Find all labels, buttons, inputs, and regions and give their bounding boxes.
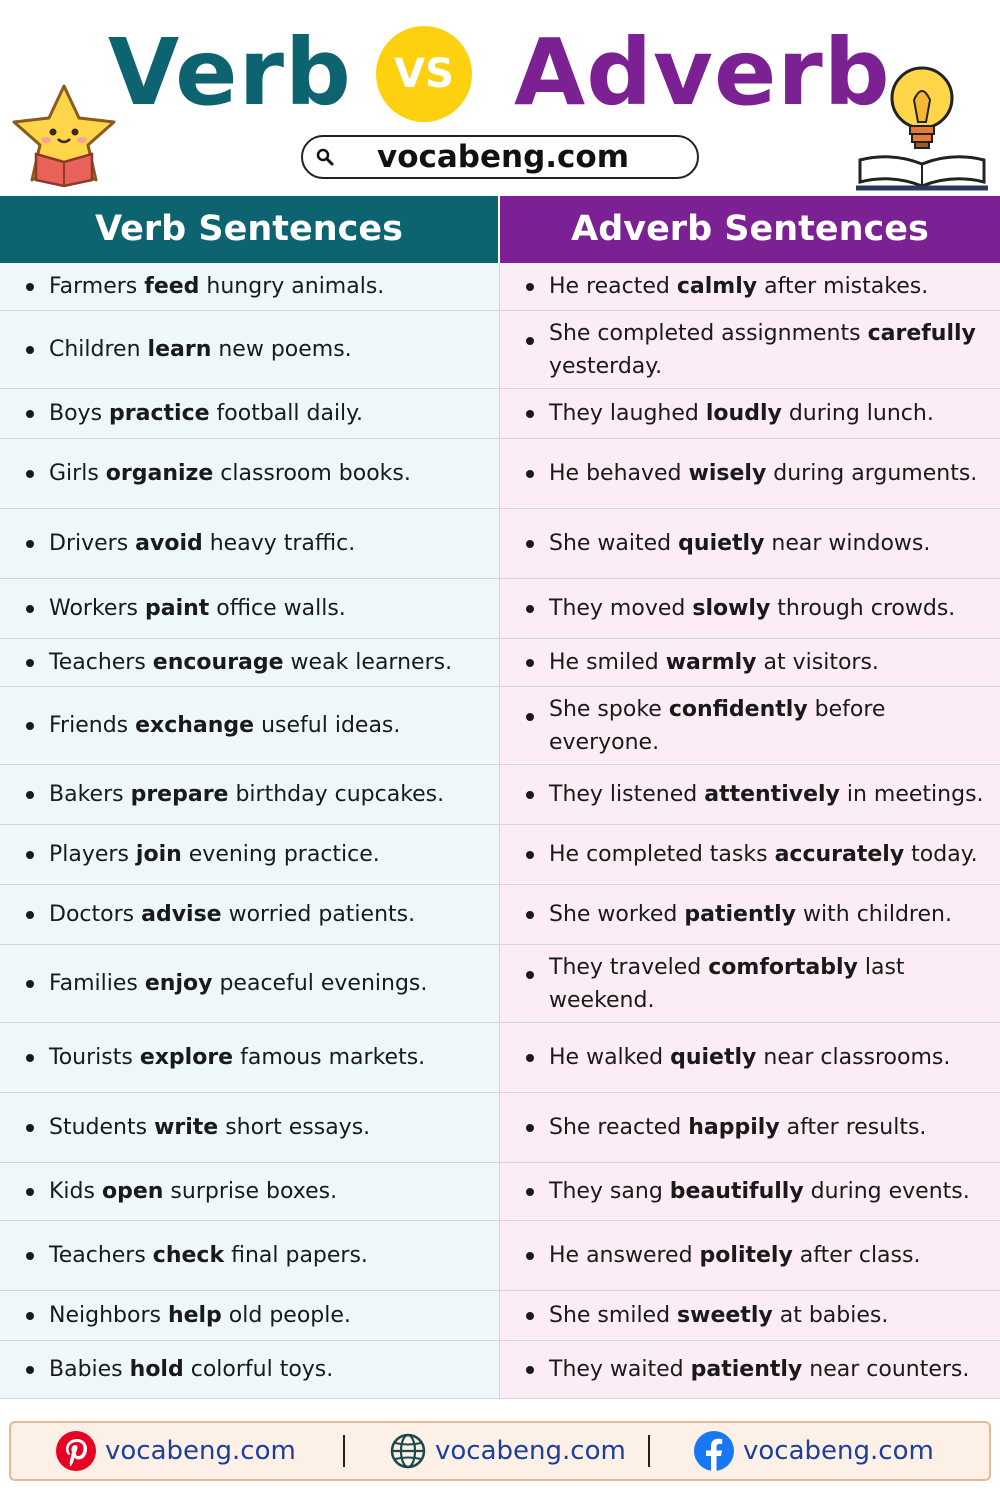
highlighted-adverb: warmly — [665, 650, 757, 675]
sentence-part: Kids — [49, 1179, 102, 1204]
vs-badge — [376, 26, 472, 122]
bullet-dot — [526, 851, 534, 859]
verb-sentence-cell — [0, 825, 500, 884]
table-row — [0, 439, 1000, 509]
footer-separator — [648, 1435, 650, 1467]
bullet-dot — [26, 911, 34, 919]
sentence-part: during arguments. — [766, 461, 978, 486]
verb-sentence-cell — [0, 311, 500, 388]
footer-pinterest-text: vocabeng.com — [105, 1436, 296, 1466]
sentence-part: Players — [49, 842, 136, 867]
bullet-dot — [526, 410, 534, 418]
highlighted-verb: practice — [109, 401, 210, 426]
highlighted-verb: organize — [105, 461, 214, 486]
bullet-dot — [526, 911, 534, 919]
footer-separator — [343, 1435, 345, 1467]
verb-sentence-cell — [0, 765, 500, 824]
sentence-part: Bakers — [49, 782, 131, 807]
verb-sentence-text — [49, 397, 363, 430]
sentence-part: new poems. — [211, 337, 352, 362]
highlighted-adverb: happily — [688, 1115, 780, 1140]
verb-sentence-text — [49, 592, 346, 625]
verb-sentence-text — [49, 1175, 337, 1208]
highlighted-adverb: quietly — [678, 531, 765, 556]
adverb-sentence-text — [549, 951, 992, 1017]
sentence-part: at babies. — [772, 1303, 889, 1328]
sentence-part: office walls. — [209, 596, 346, 621]
verb-sentence-cell — [0, 885, 500, 944]
sentence-part: Drivers — [49, 531, 136, 556]
highlighted-adverb: patiently — [690, 1357, 803, 1382]
sentence-part: She worked — [549, 902, 685, 927]
table-row — [0, 509, 1000, 579]
adverb-sentence-cell — [500, 389, 1000, 438]
adverb-sentence-cell — [500, 311, 1000, 388]
adverb-sentence-cell — [500, 1291, 1000, 1340]
adverb-sentence-text — [549, 1239, 920, 1272]
verb-sentence-cell — [0, 579, 500, 638]
verb-sentence-text — [49, 1041, 425, 1074]
sentence-part: famous markets. — [233, 1045, 426, 1070]
adverb-sentence-text — [549, 898, 952, 931]
verb-sentence-text — [49, 527, 355, 560]
adverb-sentence-text — [549, 693, 992, 759]
adverb-sentence-cell — [500, 1093, 1000, 1162]
sentence-part: Farmers — [49, 274, 145, 299]
verb-sentence-cell — [0, 1093, 500, 1162]
facebook-icon — [693, 1430, 735, 1472]
verb-sentence-text — [49, 1299, 351, 1332]
sentence-part: colorful toys. — [183, 1357, 334, 1382]
adverb-sentence-text — [549, 1353, 969, 1386]
footer-website[interactable] — [389, 1423, 626, 1479]
adverb-sentence-cell — [500, 263, 1000, 310]
highlighted-adverb: wisely — [688, 461, 767, 486]
table-row — [0, 263, 1000, 311]
sentence-part: Girls — [49, 461, 106, 486]
highlighted-verb: help — [167, 1303, 222, 1328]
sentence-part: with children. — [796, 902, 952, 927]
table-body — [0, 263, 1000, 1399]
sentence-part: Teachers — [49, 650, 153, 675]
highlighted-adverb: sweetly — [677, 1303, 773, 1328]
highlighted-verb: write — [154, 1115, 219, 1140]
adverb-sentence-cell — [500, 687, 1000, 764]
sentence-part: at visitors. — [756, 650, 879, 675]
sentence-part: Doctors — [49, 902, 142, 927]
adverb-sentence-cell — [500, 825, 1000, 884]
adverb-sentence-cell — [500, 579, 1000, 638]
adverb-sentence-text — [549, 1299, 888, 1332]
verb-sentence-text — [49, 270, 384, 303]
sentence-part: through crowds. — [770, 596, 956, 621]
adverb-sentence-text — [549, 1111, 926, 1144]
sentence-part: useful ideas. — [254, 713, 401, 738]
bullet-dot — [26, 540, 34, 548]
sentence-part: They listened — [549, 782, 705, 807]
sentence-part: He completed tasks — [549, 842, 775, 867]
footer-pinterest[interactable] — [55, 1423, 296, 1479]
highlighted-adverb: quietly — [670, 1045, 757, 1070]
bullet-dot — [526, 1188, 534, 1196]
sentence-part: She reacted — [549, 1115, 689, 1140]
adverb-sentence-text — [549, 317, 992, 383]
table-row — [0, 1291, 1000, 1341]
verb-sentence-cell — [0, 509, 500, 578]
sentence-part: after mistakes. — [757, 274, 929, 299]
highlighted-verb: paint — [144, 596, 210, 621]
sentence-part: They moved — [549, 596, 693, 621]
sentence-part: near classrooms. — [756, 1045, 951, 1070]
table-row — [0, 1023, 1000, 1093]
bullet-dot — [526, 283, 534, 291]
star-reading-icon — [6, 82, 122, 192]
bullet-dot — [26, 1366, 34, 1374]
highlighted-adverb: slowly — [692, 596, 771, 621]
verb-sentence-text — [49, 898, 415, 931]
adverb-sentence-text — [549, 1175, 970, 1208]
sentence-part: today. — [904, 842, 978, 867]
bullet-dot — [26, 851, 34, 859]
title-adverb: Adverb — [514, 19, 891, 126]
sentence-part: last weekend. — [549, 954, 905, 1013]
verb-sentence-text — [49, 778, 444, 811]
adverb-sentence-text — [549, 527, 930, 560]
bullet-dot — [26, 1188, 34, 1196]
verb-sentence-cell — [0, 1341, 500, 1398]
bullet-dot — [26, 1054, 34, 1062]
footer-facebook-text: vocabeng.com — [743, 1436, 934, 1466]
adverb-sentence-cell — [500, 639, 1000, 686]
highlighted-verb: check — [152, 1243, 225, 1268]
highlighted-verb: advise — [141, 902, 222, 927]
bullet-dot — [26, 791, 34, 799]
bullet-dot — [26, 1124, 34, 1132]
sentence-part: heavy traffic. — [202, 531, 356, 556]
highlighted-adverb: beautifully — [669, 1179, 804, 1204]
table-row — [0, 1093, 1000, 1163]
highlighted-verb: prepare — [130, 782, 229, 807]
verb-sentence-text — [49, 709, 400, 742]
bullet-dot — [26, 722, 34, 730]
table-row — [0, 1221, 1000, 1291]
table-row — [0, 825, 1000, 885]
sentence-part: He smiled — [549, 650, 666, 675]
verb-sentence-text — [49, 1111, 370, 1144]
sentence-part: She waited — [549, 531, 679, 556]
verb-sentence-text — [49, 457, 411, 490]
sentence-part: birthday cupcakes. — [228, 782, 445, 807]
sentence-part: She smiled — [549, 1303, 678, 1328]
verb-sentence-cell — [0, 945, 500, 1022]
bullet-dot — [26, 980, 34, 988]
sentence-part: in meetings. — [839, 782, 984, 807]
sentence-part: Teachers — [49, 1243, 153, 1268]
highlighted-verb: encourage — [152, 650, 284, 675]
sentence-part: They waited — [549, 1357, 691, 1382]
table-header — [0, 196, 1000, 263]
bullet-dot — [26, 470, 34, 478]
sentence-part: They laughed — [549, 401, 706, 426]
adverb-sentence-text — [549, 838, 978, 871]
adverb-sentence-text — [549, 646, 879, 679]
adverb-sentence-text — [549, 397, 934, 430]
sentence-part: He reacted — [549, 274, 677, 299]
highlighted-adverb: attentively — [704, 782, 840, 807]
table-row — [0, 1341, 1000, 1399]
adverb-sentence-cell — [500, 885, 1000, 944]
verb-sentence-cell — [0, 1163, 500, 1220]
highlighted-verb: enjoy — [144, 971, 213, 996]
adverb-sentence-cell — [500, 1221, 1000, 1290]
lightbulb-book-icon — [852, 60, 992, 194]
bullet-dot — [526, 1366, 534, 1374]
sentence-part: short essays. — [218, 1115, 371, 1140]
adverb-sentence-cell — [500, 1023, 1000, 1092]
verb-sentence-cell — [0, 687, 500, 764]
pinterest-icon — [55, 1430, 97, 1472]
footer-website-text: vocabeng.com — [435, 1436, 626, 1466]
sentence-part: She completed assignments — [549, 320, 868, 346]
table-row — [0, 311, 1000, 389]
bullet-dot — [526, 605, 534, 613]
sentence-part: He behaved — [549, 461, 689, 486]
bullet-dot — [26, 283, 34, 291]
bullet-dot — [526, 540, 534, 548]
table-row — [0, 687, 1000, 765]
verb-sentence-cell — [0, 1221, 500, 1290]
adverb-sentence-text — [549, 778, 984, 811]
table-row — [0, 945, 1000, 1023]
bullet-dot — [526, 1252, 534, 1260]
sentence-part: He answered — [549, 1243, 700, 1268]
sentence-part: hungry animals. — [199, 274, 385, 299]
sentence-part: before everyone. — [549, 696, 886, 755]
verb-sentence-text — [49, 967, 427, 1000]
table-row — [0, 639, 1000, 687]
bullet-dot — [26, 346, 34, 354]
verb-sentence-text — [49, 333, 352, 366]
sentence-part: Children — [49, 337, 148, 362]
bullet-dot — [26, 410, 34, 418]
header-adverb-sentences: Adverb Sentences — [500, 196, 1000, 263]
sentence-part: peaceful evenings. — [212, 971, 428, 996]
table-row — [0, 765, 1000, 825]
bullet-dot — [526, 713, 534, 721]
bullet-dot — [526, 1124, 534, 1132]
sentence-part: during lunch. — [781, 401, 934, 426]
sentence-part: Tourists — [49, 1045, 140, 1070]
sentence-part: evening practice. — [181, 842, 380, 867]
search-site-text: vocabeng.com — [376, 139, 630, 175]
bullet-dot — [526, 659, 534, 667]
highlighted-verb: join — [135, 842, 182, 867]
sentence-part: Friends — [49, 713, 136, 738]
highlighted-verb: explore — [139, 1045, 234, 1070]
bullet-dot — [526, 1054, 534, 1062]
highlighted-adverb: loudly — [705, 401, 782, 426]
verb-sentence-cell — [0, 1291, 500, 1340]
sentence-part: classroom books. — [213, 461, 411, 486]
verb-sentence-cell — [0, 389, 500, 438]
sentence-part: final papers. — [224, 1243, 368, 1268]
highlighted-verb: exchange — [135, 713, 255, 738]
sentence-part: during events. — [803, 1179, 970, 1204]
bullet-dot — [26, 659, 34, 667]
verb-sentence-text — [49, 1353, 333, 1386]
adverb-sentence-text — [549, 270, 928, 303]
verb-sentence-text — [49, 646, 452, 679]
highlighted-verb: feed — [144, 274, 200, 299]
bullet-dot — [526, 971, 534, 979]
highlighted-adverb: patiently — [684, 902, 797, 927]
sentence-part: Neighbors — [49, 1303, 168, 1328]
globe-icon — [389, 1432, 427, 1470]
adverb-sentence-cell — [500, 1341, 1000, 1398]
verb-sentence-text — [49, 1239, 368, 1272]
sentence-part: surprise boxes. — [163, 1179, 338, 1204]
adverb-sentence-cell — [500, 439, 1000, 508]
bullet-dot — [526, 470, 534, 478]
comparison-table — [0, 196, 1000, 1399]
table-row — [0, 1163, 1000, 1221]
bullet-dot — [526, 337, 534, 345]
footer-facebook[interactable] — [693, 1423, 934, 1479]
sentence-part: football daily. — [209, 401, 364, 426]
highlighted-adverb: carefully — [867, 320, 976, 346]
verb-sentence-cell — [0, 1023, 500, 1092]
bullet-dot — [26, 605, 34, 613]
sentence-part: Babies — [49, 1357, 130, 1382]
sentence-part: weak learners. — [283, 650, 453, 675]
sentence-part: after class. — [792, 1243, 921, 1268]
footer — [9, 1421, 991, 1481]
adverb-sentence-cell — [500, 1163, 1000, 1220]
table-row — [0, 579, 1000, 639]
highlighted-verb: avoid — [135, 531, 203, 556]
title-verb: Verb — [108, 19, 352, 126]
search-bar — [301, 135, 699, 179]
adverb-sentence-text — [549, 1041, 950, 1074]
sentence-part: after results. — [779, 1115, 927, 1140]
bullet-dot — [26, 1252, 34, 1260]
highlighted-verb: hold — [129, 1357, 184, 1382]
table-row — [0, 885, 1000, 945]
table-row — [0, 389, 1000, 439]
bullet-dot — [26, 1312, 34, 1320]
sentence-part: near counters. — [802, 1357, 970, 1382]
verb-sentence-cell — [0, 439, 500, 508]
highlighted-adverb: accurately — [774, 842, 905, 867]
highlighted-verb: learn — [147, 337, 212, 362]
sentence-part: He walked — [549, 1045, 671, 1070]
sentence-part: Workers — [49, 596, 145, 621]
sentence-part: She spoke — [549, 696, 669, 722]
sentence-part: They traveled — [549, 954, 709, 980]
highlighted-adverb: calmly — [676, 274, 758, 299]
adverb-sentence-cell — [500, 509, 1000, 578]
sentence-part: Families — [49, 971, 145, 996]
verb-sentence-text — [49, 838, 380, 871]
adverb-sentence-text — [549, 457, 977, 490]
adverb-sentence-cell — [500, 765, 1000, 824]
header-verb-sentences: Verb Sentences — [0, 196, 500, 263]
sentence-part: yesterday. — [549, 353, 663, 379]
highlighted-verb: open — [101, 1179, 164, 1204]
header — [0, 0, 1000, 196]
highlighted-adverb: comfortably — [708, 954, 858, 980]
highlighted-adverb: politely — [699, 1243, 793, 1268]
sentence-part: Students — [49, 1115, 155, 1140]
verb-sentence-cell — [0, 639, 500, 686]
bullet-dot — [526, 1312, 534, 1320]
adverb-sentence-text — [549, 592, 955, 625]
sentence-part: old people. — [221, 1303, 351, 1328]
vs-label: VS — [394, 51, 454, 97]
sentence-part: worried patients. — [221, 902, 416, 927]
bullet-dot — [526, 791, 534, 799]
sentence-part: Boys — [49, 401, 110, 426]
adverb-sentence-cell — [500, 945, 1000, 1022]
verb-sentence-cell — [0, 263, 500, 310]
sentence-part: They sang — [549, 1179, 670, 1204]
sentence-part: near windows. — [764, 531, 931, 556]
highlighted-adverb: confidently — [668, 696, 808, 722]
